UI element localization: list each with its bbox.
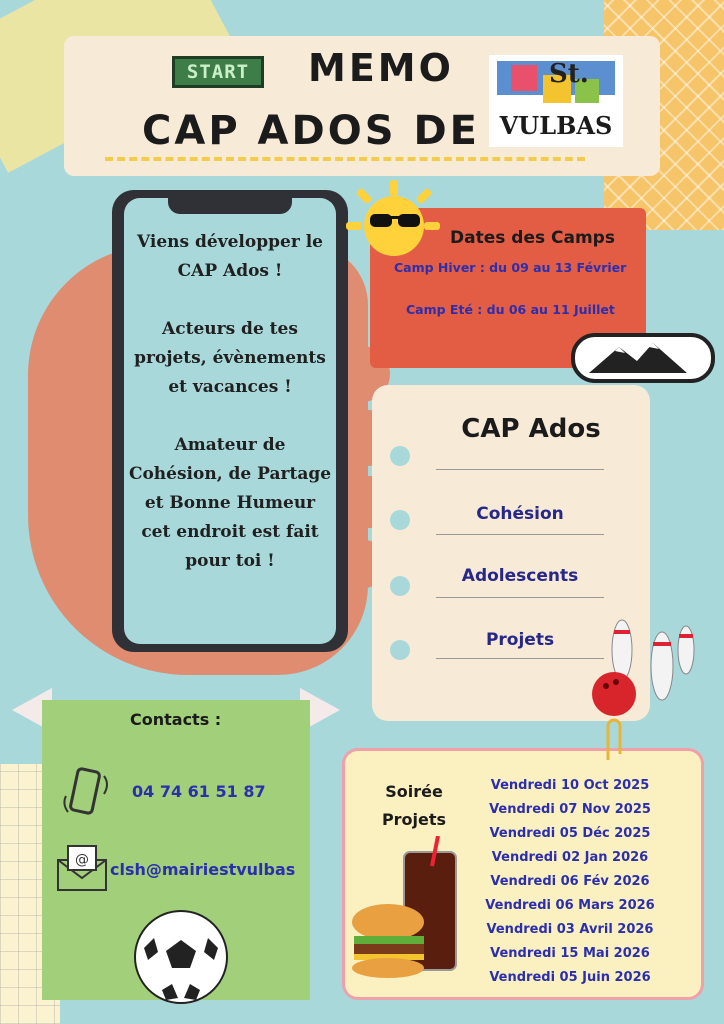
- phone-notch: [168, 196, 292, 214]
- logo-square-pink: [511, 65, 537, 91]
- soiree-projets-title: [362, 778, 466, 834]
- start-badge: START: [172, 56, 264, 88]
- message-actors: Acteurs de tes projets, évènements et vacances !: [134, 319, 326, 397]
- contacts-title: Contacts :: [130, 710, 222, 729]
- soiree-title-line1: Soirée: [385, 782, 443, 801]
- notebook-line: [436, 469, 604, 470]
- page-title-line2: CAP ADOS DE: [142, 108, 480, 154]
- saint-vulbas-logo: [489, 55, 623, 147]
- soiree-title-line2: Projets: [381, 810, 447, 829]
- header-divider: [105, 157, 585, 161]
- paperclip-icon: [600, 716, 628, 764]
- soiree-date-2: Vendredi 07 Nov 2025: [489, 802, 651, 817]
- svg-text:@: @: [75, 852, 89, 868]
- notebook-ring: [390, 640, 410, 660]
- logo-name: VULBAS: [499, 111, 613, 140]
- notebook-ring: [390, 510, 410, 530]
- soccer-ball-icon: [132, 908, 230, 1006]
- soiree-date-7: Vendredi 03 Avril 2026: [486, 922, 654, 937]
- sun-ray: [356, 188, 373, 205]
- notebook-line: [436, 597, 604, 598]
- soiree-date-4: Vendredi 02 Jan 2026: [491, 850, 649, 865]
- camp-winter-dates: Camp Hiver : du 09 au 13 Février: [394, 260, 627, 275]
- soiree-date-6: Vendredi 06 Mars 2026: [485, 898, 655, 913]
- sun-ray: [346, 222, 362, 230]
- mail-icon: [54, 842, 110, 894]
- cap-ados-item-projets: Projets: [485, 630, 555, 650]
- burger-soda-icon: [348, 836, 466, 984]
- contact-email[interactable]: clsh@mairiestvulbas: [110, 860, 296, 879]
- soiree-date-1: Vendredi 10 Oct 2025: [490, 778, 650, 793]
- soiree-date-8: Vendredi 15 Mai 2026: [490, 946, 650, 961]
- cap-ados-item-cohesion: Cohésion: [476, 504, 564, 524]
- ski-goggles-icon: [571, 333, 715, 383]
- mountain-icon: [575, 337, 711, 379]
- notebook-line: [436, 534, 604, 535]
- cap-ados-title: CAP Ados: [461, 414, 601, 444]
- soiree-date-5: Vendredi 06 Fév 2026: [490, 874, 650, 889]
- sun-ray: [424, 222, 440, 230]
- sun-ray: [416, 188, 433, 205]
- soiree-date-9: Vendredi 05 Juin 2026: [489, 970, 651, 985]
- logo-st: St.: [549, 59, 589, 89]
- message-cohesion: Amateur de Cohésion, de Partage et Bonne Humeur cet endroit est fait pour toi !: [128, 435, 332, 571]
- notebook-ring: [390, 446, 410, 466]
- camp-summer-dates: Camp Eté : du 06 au 11 Juillet: [406, 302, 615, 317]
- soiree-date-3: Vendredi 05 Déc 2025: [489, 826, 651, 841]
- message-intro: Viens développer le CAP Ados !: [137, 232, 323, 281]
- phone-icon: [60, 766, 110, 822]
- contact-phone[interactable]: 04 74 61 51 87: [132, 782, 266, 801]
- camp-dates-title: Dates des Camps: [450, 228, 615, 248]
- phone-message: [128, 228, 332, 605]
- sun-ray: [390, 180, 398, 196]
- sunglasses-icon: [368, 212, 422, 228]
- bowling-icon: [576, 610, 700, 722]
- page-title-line1: MEMO: [308, 46, 454, 90]
- cap-ados-item-adolescents: Adolescents: [461, 566, 579, 586]
- notebook-ring: [390, 576, 410, 596]
